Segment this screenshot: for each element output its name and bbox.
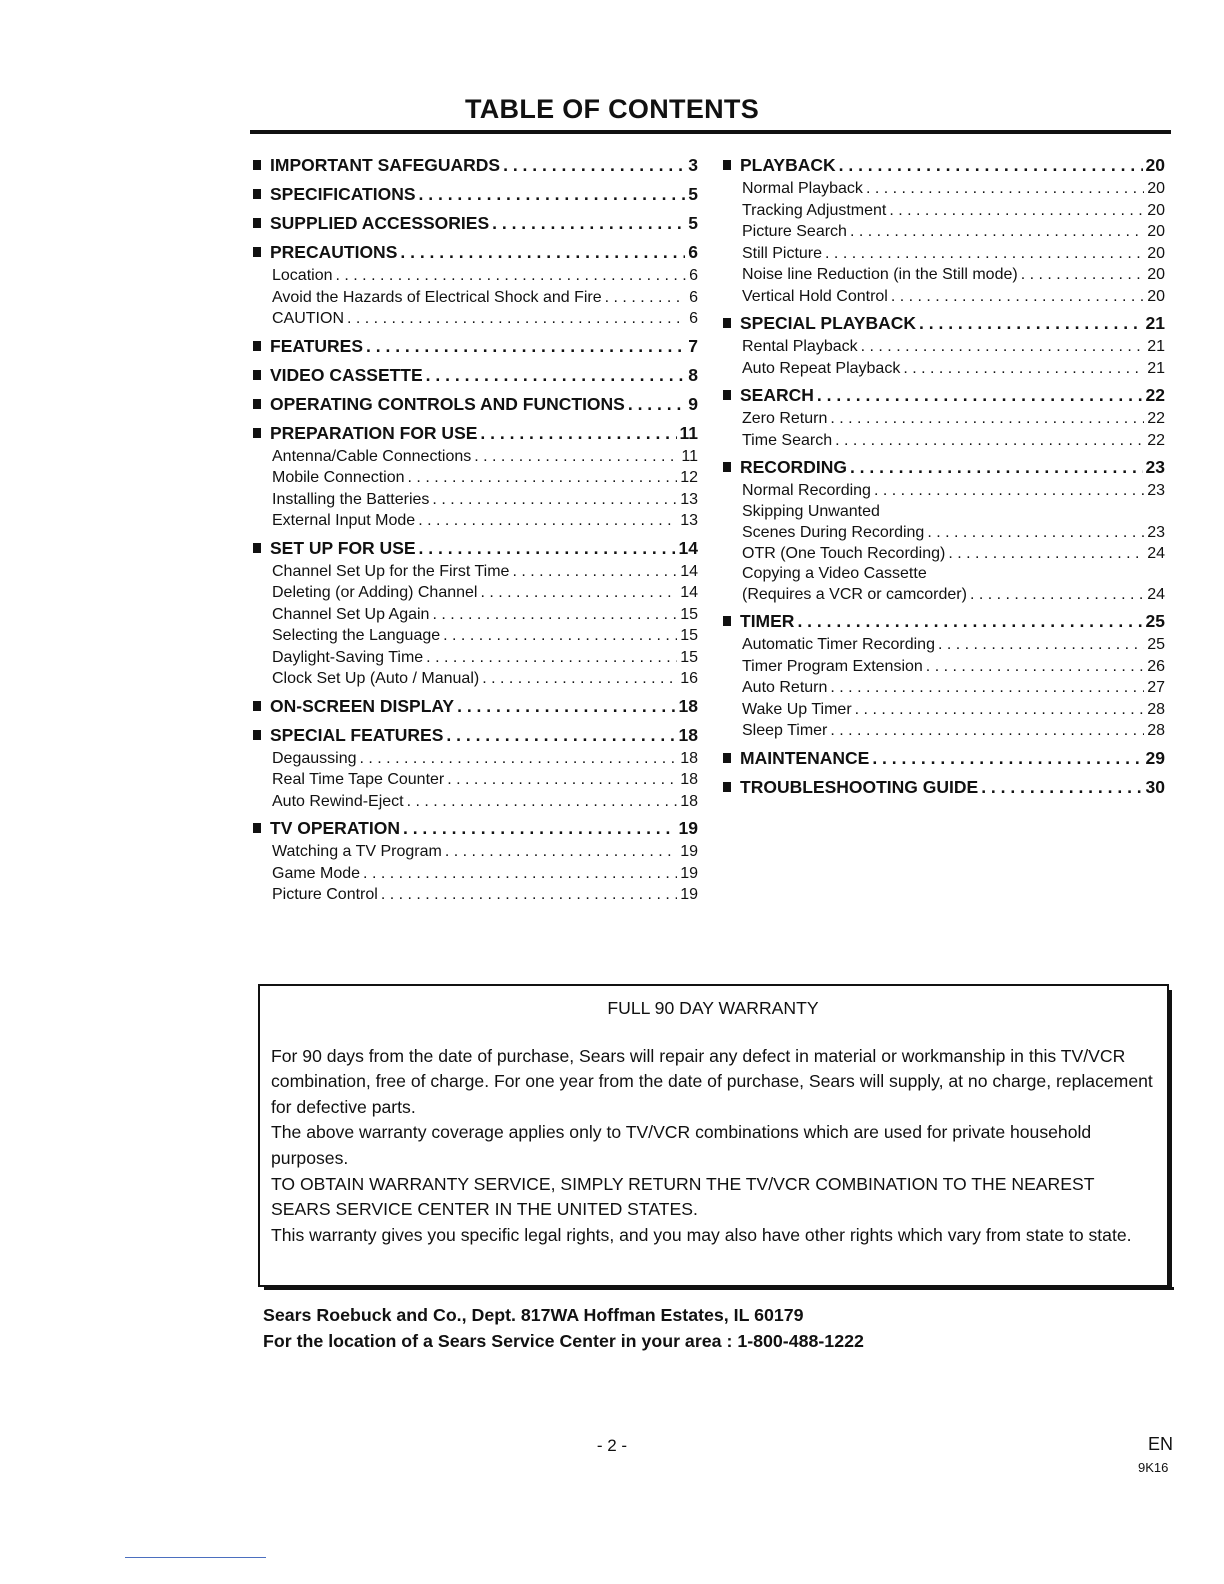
- dot-leader: [363, 863, 677, 885]
- dot-leader: [850, 454, 1143, 480]
- toc-label: ON-SCREEN DISPLAY: [270, 695, 455, 716]
- toc-page-number: 20: [1147, 201, 1165, 219]
- dot-leader: [839, 152, 1143, 178]
- dot-leader: [855, 699, 1145, 721]
- square-bullet-icon: [253, 341, 261, 351]
- toc-page-number: 14: [678, 537, 698, 558]
- toc-section-entry: [253, 815, 698, 841]
- toc-page-number: 14: [680, 562, 698, 580]
- toc-label: Auto Return: [742, 679, 828, 696]
- dot-leader: [482, 668, 677, 690]
- toc-page-number: 19: [678, 818, 698, 838]
- toc-page-number: 29: [1145, 747, 1165, 768]
- dot-leader: [605, 287, 686, 309]
- toc-subsection-entry: [253, 582, 698, 604]
- toc-subsection-entry: [723, 543, 1165, 565]
- dot-leader: [408, 467, 678, 489]
- toc-subsection-entry: [253, 489, 698, 511]
- toc-page-number: 3: [688, 155, 698, 175]
- toc-page-number: 13: [680, 490, 698, 508]
- toc-subsection-entry: [253, 841, 698, 863]
- toc-subsection-entry: [253, 647, 698, 669]
- warranty-title: FULL 90 DAY WARRANTY: [607, 998, 819, 1018]
- toc-label: Still Picture: [742, 244, 823, 262]
- toc-page-number: 11: [679, 422, 698, 443]
- toc-page-number: 18: [680, 792, 698, 810]
- dot-leader: [480, 420, 676, 446]
- toc-section-entry: [723, 608, 1165, 634]
- dot-leader: [447, 769, 677, 791]
- square-bullet-icon: [723, 782, 731, 792]
- toc-page-number: 25: [1145, 611, 1165, 631]
- square-bullet-icon: [253, 160, 261, 170]
- toc-subsection-entry: [723, 564, 1165, 584]
- toc-page-number: 22: [1147, 431, 1165, 449]
- toc-subsection-entry: [723, 408, 1165, 430]
- toc-page-number: 13: [680, 512, 698, 529]
- toc-label: Picture Control: [272, 886, 378, 903]
- toc-label: Selecting the Language: [272, 627, 441, 644]
- toc-page-number: 6: [688, 242, 698, 262]
- toc-page-number: 18: [680, 749, 698, 767]
- dot-leader: [874, 480, 1144, 502]
- toc-label: Wake Up Timer: [742, 700, 852, 718]
- toc-section-entry: [723, 774, 1165, 800]
- dot-leader: [1021, 264, 1145, 286]
- dot-leader: [445, 841, 677, 863]
- toc-subsection-entry: [723, 656, 1165, 678]
- toc-section-entry: [253, 391, 698, 417]
- toc-subsection-entry: [723, 634, 1165, 656]
- square-bullet-icon: [723, 753, 731, 763]
- toc-page-number: 15: [680, 627, 698, 644]
- toc-page-number: 18: [678, 724, 698, 745]
- toc-subsection-entry: [253, 510, 698, 532]
- square-bullet-icon: [723, 616, 731, 626]
- toc-label: Copying a Video Cassette: [742, 565, 927, 582]
- toc-subsection-entry: [723, 699, 1165, 721]
- language-code: EN: [1148, 1434, 1174, 1454]
- toc-label: Vertical Hold Control: [742, 287, 888, 305]
- toc-page-number: 21: [1147, 359, 1165, 377]
- toc-page-number: 23: [1147, 523, 1165, 541]
- toc-page-number: 20: [1145, 155, 1165, 175]
- toc-label: Installing the Batteries: [272, 490, 430, 508]
- toc-page-number: 6: [689, 310, 698, 327]
- toc-label: Antenna/Cable Connections: [272, 447, 472, 465]
- toc-page-number: 22: [1147, 410, 1165, 427]
- square-bullet-icon: [723, 160, 731, 170]
- toc-section-entry: [253, 693, 698, 719]
- warranty-shadow-bottom: [264, 1287, 1174, 1290]
- toc-page-number: 18: [678, 695, 698, 716]
- toc-subsection-entry: [253, 446, 698, 468]
- toc-label: MAINTENANCE: [740, 747, 870, 768]
- toc-label: Clock Set Up (Auto / Manual): [272, 670, 480, 687]
- dot-leader: [419, 181, 686, 207]
- toc-subsection-entry: [723, 502, 1165, 522]
- toc-page-number: 21: [1145, 313, 1165, 333]
- toc-page-number: 19: [680, 886, 698, 903]
- warranty-paragraph: For 90 days from the date of purchase, Sears will repair any defect in material or workmanship in this TV/VCR combination, free of charge. For one year from the date of purchase, Sears will supply, at no charge, replacement for defective parts.: [271, 1045, 1153, 1117]
- toc-label: SEARCH: [740, 385, 814, 405]
- toc-section-entry: [253, 420, 698, 446]
- dot-leader: [492, 210, 685, 236]
- toc-subsection-entry: [723, 358, 1165, 380]
- toc-label: PREPARATION FOR USE: [270, 422, 478, 443]
- square-bullet-icon: [253, 428, 261, 438]
- toc-page-number: 23: [1145, 457, 1165, 477]
- toc-label: Tracking Adjustment: [742, 201, 887, 219]
- toc-page-number: 20: [1147, 287, 1165, 305]
- toc-label: Daylight-Saving Time: [272, 648, 424, 666]
- toc-page-number: 5: [688, 213, 698, 233]
- toc-label: Normal Playback: [742, 180, 863, 197]
- toc-subsection-entry: [723, 430, 1165, 452]
- toc-subsection-entry: [253, 604, 698, 626]
- toc-subsection-entry: [253, 308, 698, 330]
- toc-subsection-entry: [253, 884, 698, 906]
- toc-label: VIDEO CASSETTE: [270, 364, 423, 385]
- toc-subsection-entry: [723, 720, 1165, 742]
- toc-subsection-entry: [723, 522, 1165, 543]
- toc-page-number: 18: [680, 771, 698, 788]
- toc-section-entry: [253, 239, 698, 265]
- dot-leader: [861, 336, 1145, 358]
- toc-subsection-entry: [723, 286, 1165, 308]
- warranty-box: [258, 984, 1169, 1287]
- dot-leader: [970, 584, 1144, 605]
- toc-subsection-entry: [723, 264, 1165, 286]
- toc-label: PLAYBACK: [740, 155, 836, 175]
- toc-label: TV OPERATION: [270, 818, 400, 838]
- toc-page-number: 15: [680, 648, 698, 666]
- square-bullet-icon: [723, 318, 731, 328]
- toc-subsection-entry: [253, 287, 698, 309]
- dot-leader: [419, 535, 676, 561]
- dot-leader: [474, 446, 678, 468]
- toc-page-number: 7: [688, 335, 698, 356]
- toc-page-number: 20: [1147, 244, 1165, 262]
- toc-subsection-entry: [253, 265, 698, 287]
- toc-label: Real Time Tape Counter: [272, 771, 445, 788]
- toc-label: Auto Rewind-Eject: [272, 792, 404, 810]
- dot-leader: [981, 774, 1142, 800]
- dot-leader: [797, 608, 1142, 634]
- toc-section-entry: [253, 722, 698, 748]
- toc-label: Deleting (or Adding) Channel: [272, 584, 478, 601]
- dot-leader: [381, 884, 677, 906]
- dot-leader: [426, 362, 686, 388]
- toc-label: TIMER: [740, 611, 795, 631]
- dot-leader: [850, 221, 1144, 243]
- dot-leader: [403, 815, 676, 841]
- dot-leader: [407, 791, 678, 813]
- dot-leader: [366, 333, 685, 359]
- toc-page-number: 21: [1147, 338, 1165, 355]
- warranty-paragraph: This warranty gives you specific legal rights, and you may also have other rights which vary from state to state.: [271, 1224, 1132, 1245]
- square-bullet-icon: [253, 370, 261, 380]
- toc-subsection-entry: [723, 677, 1165, 699]
- toc-page-number: 19: [680, 864, 698, 882]
- dot-leader: [938, 634, 1144, 656]
- toc-subsection-entry: [253, 668, 698, 690]
- toc-label: Skipping Unwanted: [742, 502, 880, 520]
- dot-leader: [400, 239, 685, 265]
- toc-label: Time Search: [742, 431, 833, 449]
- toc-label: Noise line Reduction (in the Still mode): [742, 266, 1018, 283]
- toc-page-number: 15: [680, 605, 698, 623]
- toc-label: Picture Search: [742, 223, 847, 240]
- dot-leader: [418, 510, 677, 532]
- toc-subsection-entry: [723, 243, 1165, 265]
- toc-label: FEATURES: [270, 335, 364, 356]
- toc-section-entry: [253, 210, 698, 236]
- toc-page-number: 5: [688, 184, 698, 204]
- toc-subsection-entry: [253, 748, 698, 770]
- toc-label: TROUBLESHOOTING GUIDE: [740, 776, 979, 797]
- toc-label: SET UP FOR USE: [270, 537, 416, 558]
- dot-leader: [866, 178, 1144, 200]
- dot-leader: [927, 522, 1144, 543]
- toc-page-number: 28: [1147, 722, 1165, 739]
- dot-leader: [889, 200, 1144, 222]
- warranty-shadow-right: [1169, 990, 1172, 1290]
- square-bullet-icon: [253, 823, 261, 833]
- toc-label: Zero Return: [742, 410, 828, 427]
- toc-subsection-entry: [723, 221, 1165, 243]
- square-bullet-icon: [253, 701, 261, 711]
- toc-page-number: 20: [1147, 223, 1165, 240]
- toc-subsection-entry: [253, 625, 698, 647]
- dot-leader: [872, 745, 1142, 771]
- footer-line: [125, 1557, 266, 1558]
- toc-label: Degaussing: [272, 749, 357, 767]
- dot-leader: [503, 152, 685, 178]
- toc-label: Game Mode: [272, 864, 361, 882]
- toc-label: Sleep Timer: [742, 722, 828, 739]
- dot-leader: [457, 693, 675, 719]
- toc-label: PRECAUTIONS: [270, 242, 398, 262]
- toc-page-number: 26: [1147, 657, 1165, 675]
- toc-subsection-entry: [723, 480, 1165, 502]
- dot-leader: [480, 582, 677, 604]
- dot-leader: [817, 382, 1143, 408]
- toc-label: IMPORTANT SAFEGUARDS: [270, 155, 501, 175]
- toc-section-entry: [723, 152, 1165, 178]
- dot-leader: [919, 310, 1143, 336]
- toc-label: SPECIFICATIONS: [270, 184, 416, 204]
- dot-leader: [426, 647, 677, 669]
- toc-label: Scenes During Recording: [742, 523, 925, 541]
- toc-label: Avoid the Hazards of Electrical Shock and Fire: [272, 288, 602, 306]
- dot-leader: [825, 243, 1144, 265]
- toc-page-number: 30: [1145, 776, 1165, 797]
- toc-page-number: 9: [688, 393, 698, 414]
- toc-left-column: [253, 149, 698, 906]
- toc-section-entry: [253, 152, 698, 178]
- toc-page-number: 20: [1147, 266, 1165, 283]
- dot-leader: [830, 677, 1144, 699]
- toc-page-number: 12: [680, 469, 698, 486]
- toc-label: CAUTION: [272, 310, 344, 327]
- toc-label: Mobile Connection: [272, 469, 405, 486]
- square-bullet-icon: [253, 189, 261, 199]
- dot-leader: [347, 308, 686, 330]
- toc-section-entry: [723, 310, 1165, 336]
- toc-section-entry: [723, 745, 1165, 771]
- toc-page-number: 6: [689, 267, 698, 284]
- dot-leader: [830, 720, 1144, 742]
- toc-page-number: 8: [688, 364, 698, 385]
- square-bullet-icon: [253, 218, 261, 228]
- toc-label: Automatic Timer Recording: [742, 636, 935, 653]
- toc-section-entry: [253, 535, 698, 561]
- toc-label: Timer Program Extension: [742, 657, 923, 675]
- toc-page-number: 22: [1145, 385, 1165, 405]
- toc-label: Channel Set Up for the First Time: [272, 562, 510, 580]
- toc-page-number: 11: [681, 447, 698, 465]
- square-bullet-icon: [253, 247, 261, 257]
- toc-label: OTR (One Touch Recording): [742, 544, 946, 562]
- toc-subsection-entry: [723, 200, 1165, 222]
- dot-leader: [512, 561, 677, 583]
- square-bullet-icon: [253, 399, 261, 409]
- toc-subsection-entry: [253, 791, 698, 813]
- dot-leader: [948, 543, 1144, 565]
- toc-page-number: 16: [680, 670, 698, 687]
- toc-label: (Requires a VCR or camcorder): [742, 586, 967, 603]
- square-bullet-icon: [723, 390, 731, 400]
- contact-phone: For the location of a Sears Service Center in your area : 1-800-488-1222: [263, 1331, 864, 1351]
- contact-info: [263, 1302, 864, 1354]
- dot-leader: [891, 286, 1144, 308]
- dot-leader: [628, 391, 685, 417]
- toc-subsection-entry: [253, 769, 698, 791]
- toc-page-number: 28: [1147, 700, 1165, 718]
- dot-leader: [360, 748, 678, 770]
- toc-page-number: 20: [1147, 180, 1165, 197]
- toc-section-entry: [723, 382, 1165, 408]
- dot-leader: [835, 430, 1144, 452]
- toc-label: Channel Set Up Again: [272, 605, 430, 623]
- toc-subsection-entry: [253, 467, 698, 489]
- document-code: 9K16: [1138, 1460, 1169, 1475]
- dot-leader: [432, 604, 677, 626]
- toc-label: Auto Repeat Playback: [742, 359, 901, 377]
- title-rule: [250, 130, 1171, 134]
- toc-section-entry: [253, 333, 698, 359]
- toc-subsection-entry: [723, 178, 1165, 200]
- toc-label: Rental Playback: [742, 338, 858, 355]
- toc-subsection-entry: [253, 561, 698, 583]
- toc-right-column: [723, 149, 1165, 800]
- toc-page-number: 27: [1147, 679, 1165, 696]
- toc-page-number: 24: [1147, 544, 1165, 562]
- page-number: - 2 -: [596, 1436, 628, 1455]
- dot-leader: [926, 656, 1144, 678]
- toc-label: SPECIAL FEATURES: [270, 724, 444, 745]
- toc-label: SUPPLIED ACCESSORIES: [270, 213, 490, 233]
- toc-label: Normal Recording: [742, 482, 871, 499]
- toc-page-number: 25: [1147, 636, 1165, 653]
- page-title: TABLE OF CONTENTS: [464, 94, 760, 124]
- toc-page-number: 24: [1147, 586, 1165, 603]
- dot-leader: [432, 489, 677, 511]
- toc-label: SPECIAL PLAYBACK: [740, 313, 917, 333]
- toc-section-entry: [253, 362, 698, 388]
- square-bullet-icon: [723, 462, 731, 472]
- square-bullet-icon: [253, 543, 261, 553]
- toc-subsection-entry: [253, 863, 698, 885]
- toc-label: Watching a TV Program: [272, 843, 442, 860]
- toc-page-number: 19: [680, 843, 698, 860]
- toc-subsection-entry: [723, 584, 1165, 605]
- warranty-paragraph: TO OBTAIN WARRANTY SERVICE, SIMPLY RETURN THE TV/VCR COMBINATION TO THE NEAREST SEARS SERVICE CENTER IN THE UNITED STATES.: [271, 1173, 1095, 1220]
- toc-page-number: 14: [680, 584, 698, 601]
- toc-label: Location: [272, 267, 333, 284]
- toc-section-entry: [723, 454, 1165, 480]
- contact-address: Sears Roebuck and Co., Dept. 817WA Hoffman Estates, IL 60179: [263, 1305, 804, 1325]
- warranty-paragraph: The above warranty coverage applies only to TV/VCR combinations which are used for private household purposes.: [271, 1122, 1092, 1168]
- toc-subsection-entry: [723, 336, 1165, 358]
- toc-label: OPERATING CONTROLS AND FUNCTIONS: [270, 393, 625, 414]
- dot-leader: [446, 722, 675, 748]
- toc-page-number: 6: [689, 288, 698, 306]
- toc-page-number: 23: [1147, 482, 1165, 499]
- dot-leader: [830, 408, 1144, 430]
- dot-leader: [903, 358, 1144, 380]
- toc-label: RECORDING: [740, 457, 847, 477]
- dot-leader: [443, 625, 677, 647]
- toc-label: External Input Mode: [272, 512, 416, 529]
- dot-leader: [336, 265, 687, 287]
- square-bullet-icon: [253, 730, 261, 740]
- toc-section-entry: [253, 181, 698, 207]
